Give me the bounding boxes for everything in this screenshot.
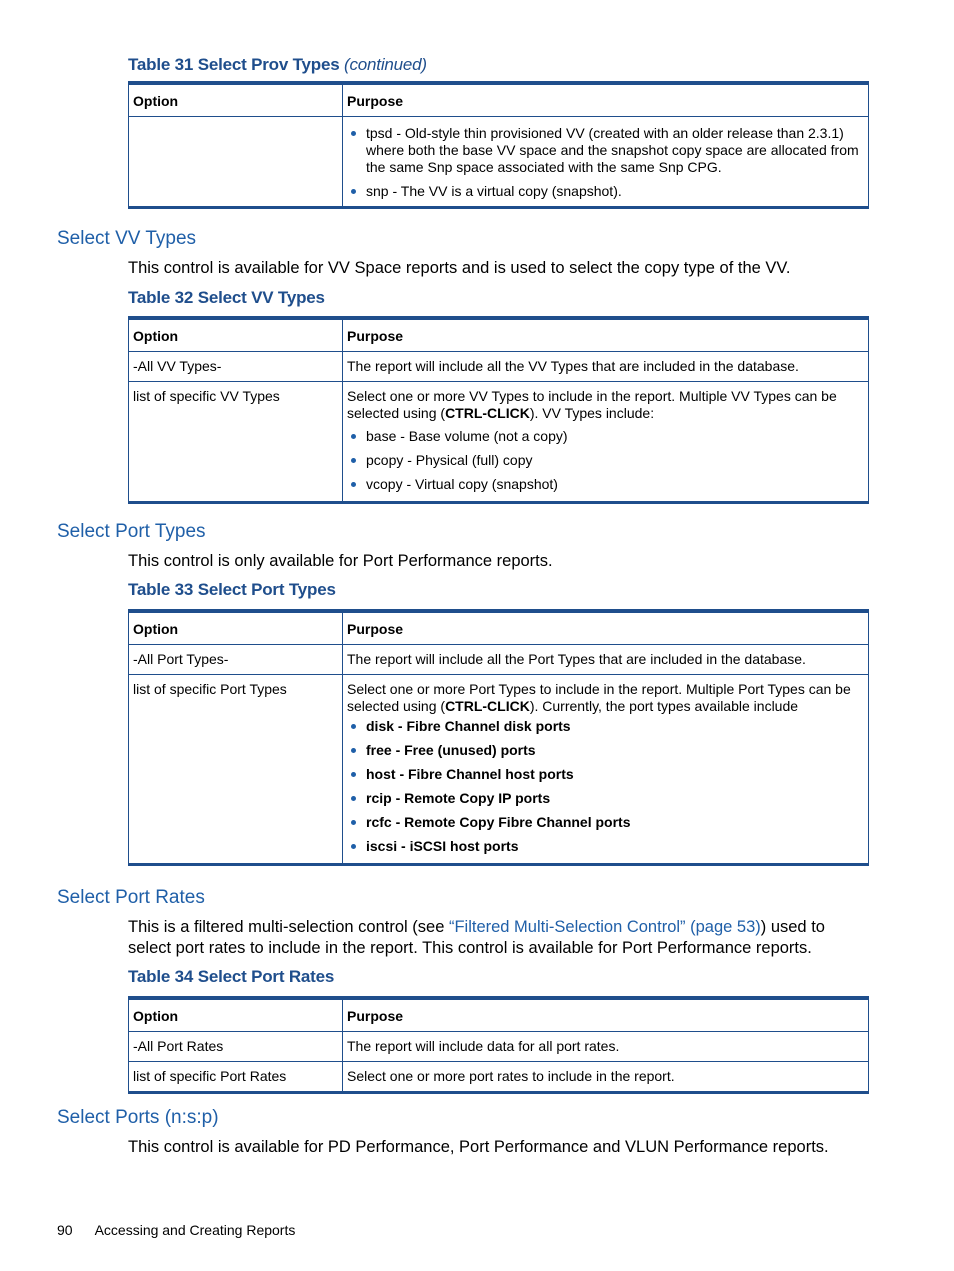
column-header-option: Option [129, 611, 343, 645]
list-item: snp - The VV is a virtual copy (snapshot). [347, 183, 864, 200]
table-33 [128, 609, 869, 866]
list-item: rcfc - Remote Copy Fibre Channel ports [347, 814, 864, 831]
column-header-option: Option [129, 83, 343, 117]
purpose-cell [343, 117, 869, 208]
purpose-cell [343, 382, 869, 503]
list-item: vcopy - Virtual copy (snapshot) [347, 476, 864, 493]
option-cell: -All VV Types- [129, 352, 343, 382]
purpose-text: ). Currently, the port types available include [529, 698, 799, 714]
list-item: free - Free (unused) ports [347, 742, 864, 759]
purpose-cell: The report will include all the Port Types that are included in the database. [343, 645, 869, 675]
purpose-cell [343, 675, 869, 865]
table-header-row [129, 318, 869, 352]
list-item: iscsi - iSCSI host ports [347, 838, 864, 855]
purpose-cell: Select one or more port rates to include in the report. [343, 1062, 869, 1093]
key-combo: CTRL-CLICK [445, 405, 530, 421]
purpose-text: Select one or more Port Types to include in the report. Multiple Port Types can be selected using ( [347, 681, 851, 714]
footer-section-title: Accessing and Creating Reports [94, 1222, 296, 1238]
list-item: disk - Fibre Channel disk ports [347, 718, 864, 735]
column-header-purpose: Purpose [343, 83, 869, 117]
list-item: rcip - Remote Copy IP ports [347, 790, 864, 807]
intro-text: This is a filtered multi-selection control (see [128, 918, 449, 936]
option-cell: -All Port Types- [129, 645, 343, 675]
section-heading-port-types: Select Port Types [57, 521, 206, 542]
column-header-purpose: Purpose [343, 611, 869, 645]
section-heading-vv-types: Select VV Types [57, 228, 197, 249]
table-32 [128, 316, 869, 504]
purpose-text: Select one or more VV Types to include in the report. Multiple VV Types can be selected using ( [347, 388, 837, 421]
section-heading-ports: Select Ports (n:s:p) [57, 1107, 219, 1128]
option-cell: list of specific Port Rates [129, 1062, 343, 1093]
table-row [129, 382, 869, 503]
list-item: tpsd - Old-style thin provisioned VV (created with an older release than 2.3.1) where both the base VV space and the snapshot copy space are allocated from the same Snp space associated with the same Snp CPG. [347, 125, 864, 176]
table-header-row [129, 83, 869, 117]
table-row [129, 675, 869, 865]
table-31 [128, 81, 869, 209]
table-34 [128, 996, 869, 1094]
table-header-row [129, 611, 869, 645]
list-item: host - Fibre Channel host ports [347, 766, 864, 783]
table-32-caption: Table 32 Select VV Types [128, 288, 325, 307]
section-heading-port-rates: Select Port Rates [57, 887, 205, 908]
column-header-option: Option [129, 318, 343, 352]
table-header-row [129, 998, 869, 1032]
purpose-text: ). VV Types include: [529, 405, 655, 421]
list-item: pcopy - Physical (full) copy [347, 452, 864, 469]
port-types-intro: This control is only available for Port Performance reports. [128, 552, 553, 570]
page-footer [57, 1222, 295, 1238]
column-header-purpose: Purpose [343, 998, 869, 1032]
table-31-caption [128, 55, 427, 75]
table-33-caption: Table 33 Select Port Types [128, 580, 336, 599]
filtered-multi-selection-link[interactable]: “Filtered Multi-Selection Control” (page 53) [448, 918, 761, 936]
page-number: 90 [57, 1222, 73, 1238]
column-header-purpose: Purpose [343, 318, 869, 352]
table-row [129, 1062, 869, 1093]
purpose-cell: The report will include all the VV Types that are included in the database. [343, 352, 869, 382]
bullet-list [347, 428, 864, 493]
option-cell: -All Port Rates [129, 1032, 343, 1062]
option-cell: list of specific VV Types [129, 382, 343, 503]
column-header-option: Option [129, 998, 343, 1032]
table-31-continued: (continued) [344, 55, 427, 74]
table-34-caption: Table 34 Select Port Rates [128, 967, 335, 986]
bullet-list [347, 125, 864, 200]
table-row [129, 117, 869, 208]
port-rates-intro [128, 917, 858, 959]
purpose-cell: The report will include data for all port rates. [343, 1032, 869, 1062]
option-cell: list of specific Port Types [129, 675, 343, 865]
table-row [129, 1032, 869, 1062]
key-combo: CTRL-CLICK [445, 698, 530, 714]
intro-text: ) used to select port rates to include in the report. This control is available for Port Performance reports. [128, 918, 825, 957]
vv-types-intro: This control is available for VV Space reports and is used to select the copy type of the VV. [128, 259, 791, 277]
table-31-title: Table 31 Select Prov Types [128, 55, 340, 74]
option-cell [129, 117, 343, 208]
list-item: base - Base volume (not a copy) [347, 428, 864, 445]
ports-intro: This control is available for PD Performance, Port Performance and VLUN Performance reports. [128, 1138, 829, 1156]
bullet-list [347, 718, 864, 855]
table-row [129, 352, 869, 382]
table-row [129, 645, 869, 675]
